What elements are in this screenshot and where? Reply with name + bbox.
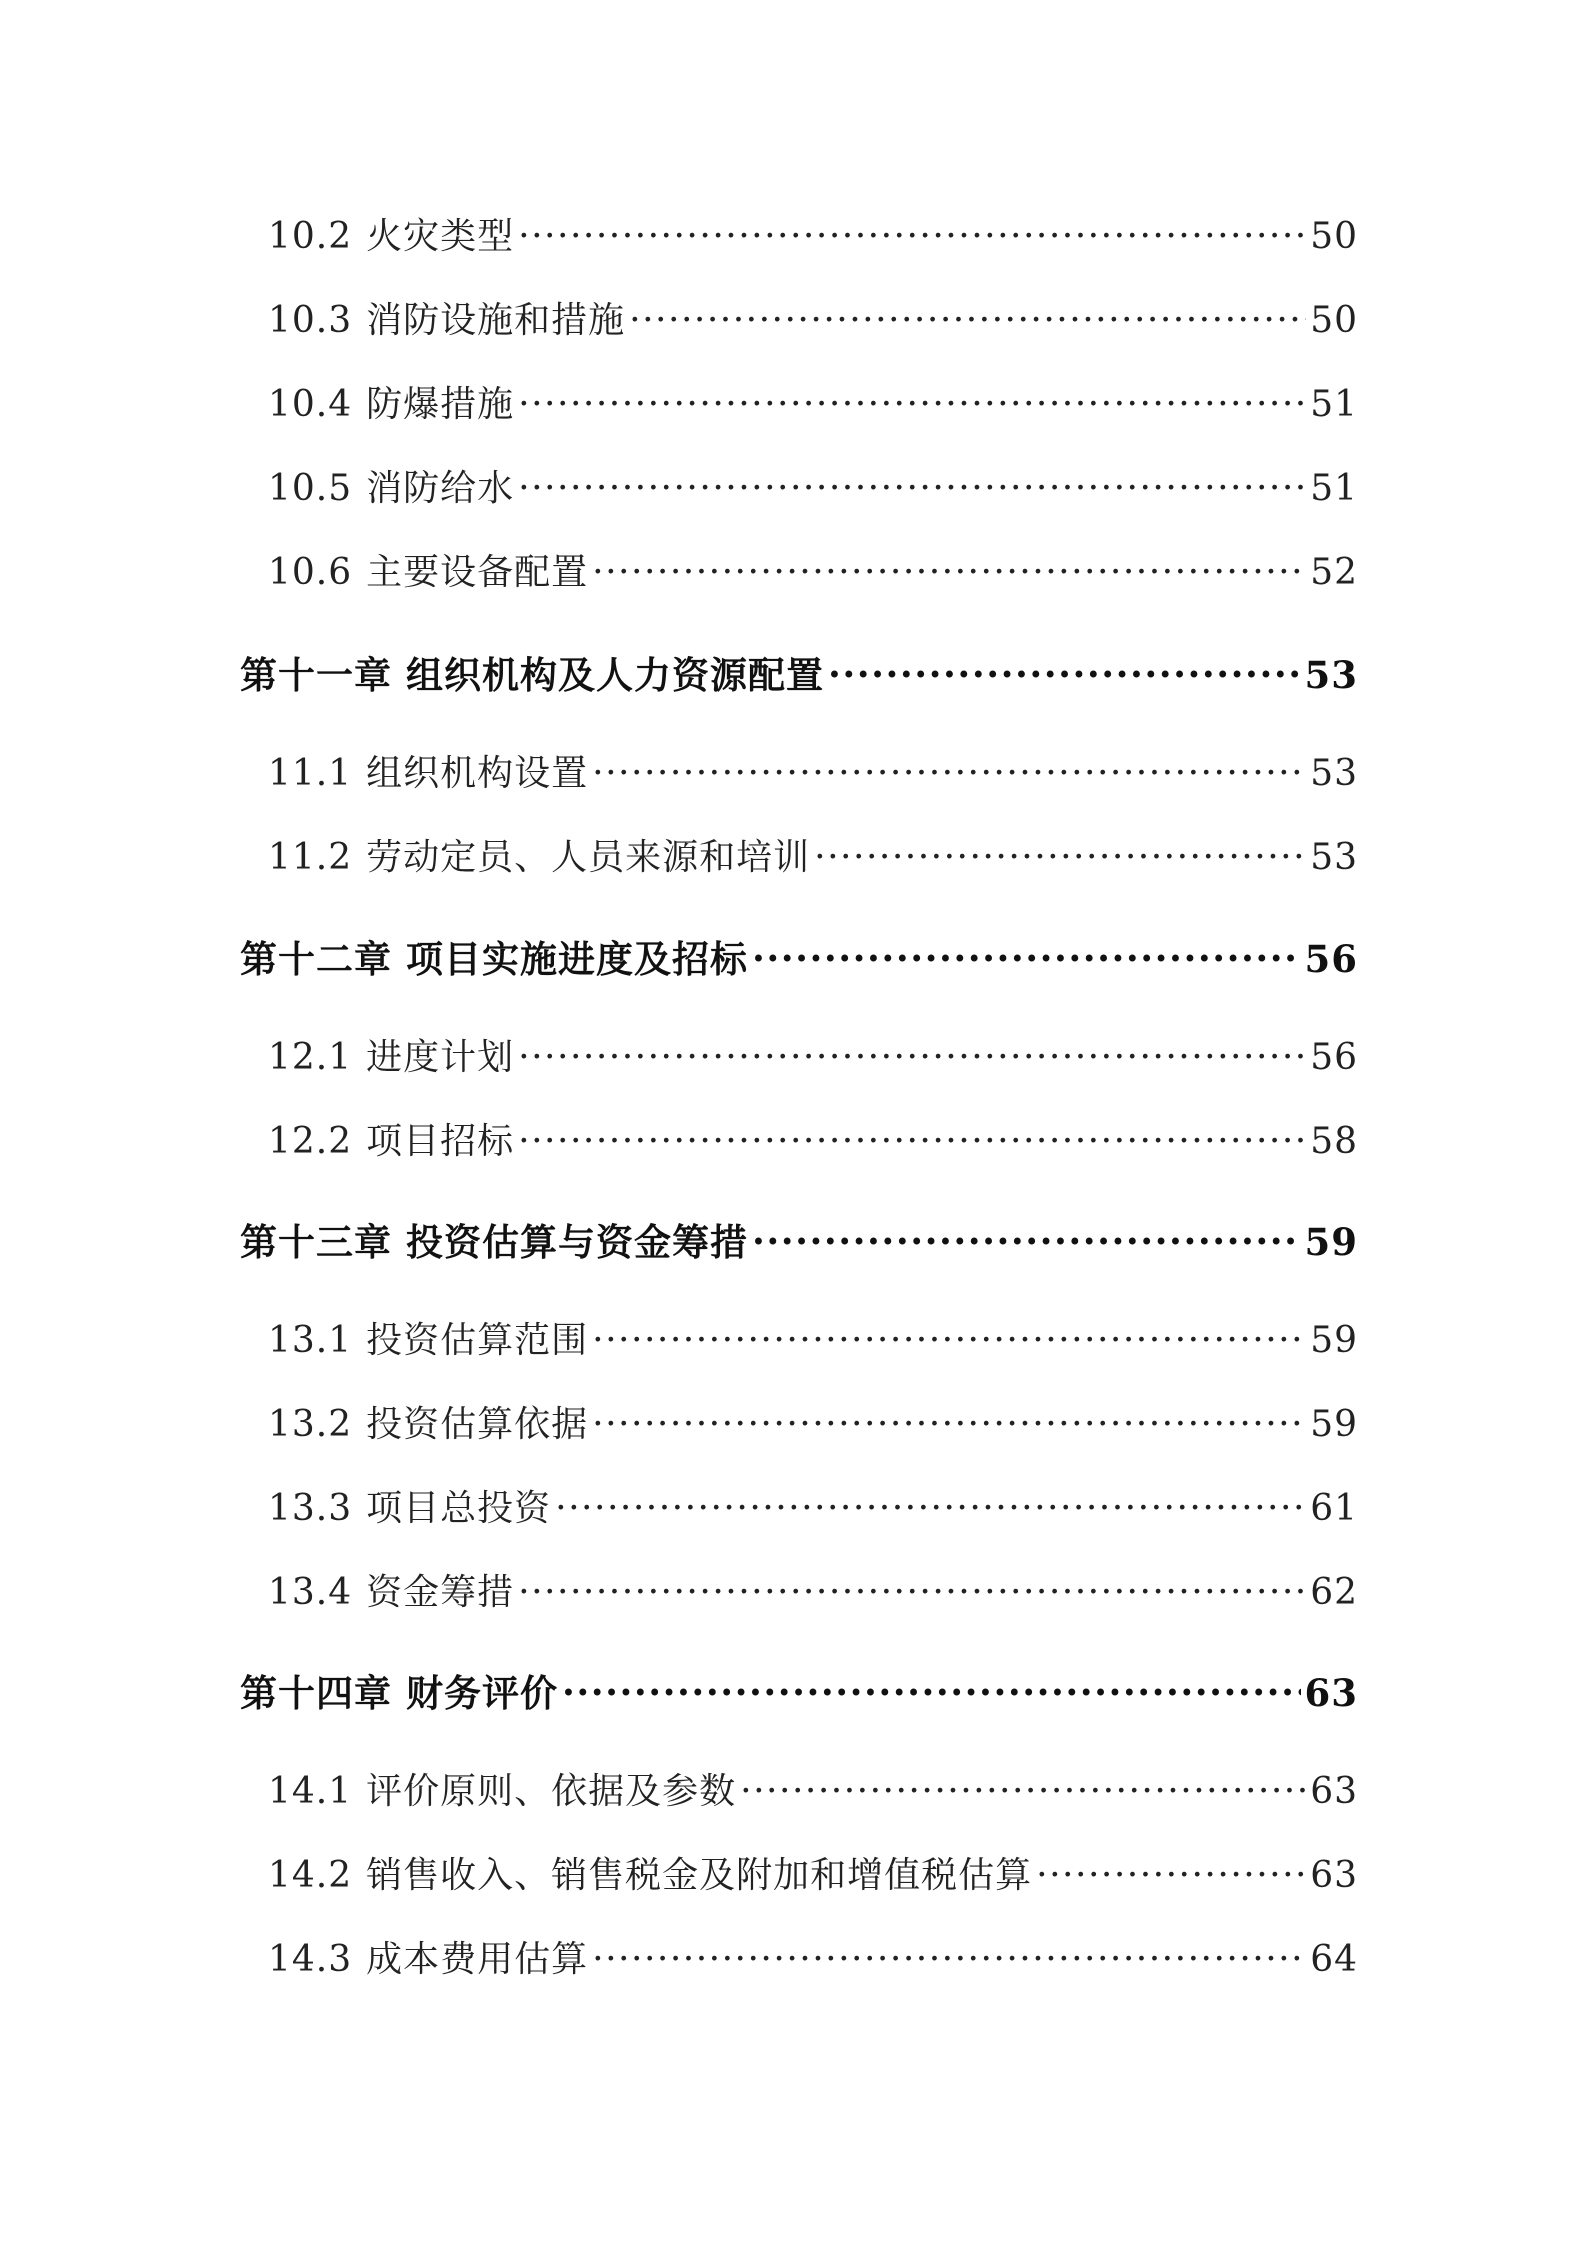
toc-chapter-number: 第十四章 (240, 1671, 392, 1715)
dot-leader (518, 1033, 1306, 1069)
toc-entry-page: 61 (1310, 1488, 1358, 1529)
toc-entry-number: 10.4 (268, 384, 353, 425)
dot-leader (828, 651, 1301, 688)
toc-entry-number: 14.1 (268, 1771, 353, 1812)
dot-leader (592, 548, 1306, 584)
toc-entry-page: 50 (1310, 216, 1358, 257)
toc-entry-page: 51 (1310, 384, 1358, 425)
toc-chapter-number: 第十二章 (240, 937, 392, 981)
toc-entry-number: 10.3 (268, 300, 353, 341)
toc-entry-title: 劳动定员、人员来源和培训 (366, 837, 811, 878)
toc-entry-14-3[interactable] (268, 1931, 1358, 1982)
toc-entry-10-3[interactable] (268, 292, 1358, 343)
toc-chapter-13[interactable] (240, 1212, 1358, 1266)
dot-leader (814, 833, 1306, 869)
toc-entry-title: 销售收入、销售税金及附加和增值税估算 (366, 1855, 1033, 1896)
toc-entry-title: 资金筹措 (366, 1572, 515, 1613)
toc-chapter-title: 投资估算与资金筹措 (406, 1220, 748, 1264)
toc-chapter-title: 组织机构及人力资源配置 (406, 653, 824, 697)
toc-entry-title: 防爆措施 (366, 384, 515, 425)
toc-entry-title: 投资估算依据 (366, 1404, 589, 1445)
toc-entry-13-2[interactable] (268, 1396, 1358, 1447)
toc-entry-13-3[interactable] (268, 1480, 1358, 1531)
toc-chapter-page: 53 (1304, 653, 1358, 697)
toc-entry-number: 14.2 (268, 1855, 353, 1896)
toc-entry-page: 52 (1310, 552, 1358, 593)
toc-entry-title: 消防给水 (366, 468, 515, 509)
toc-entry-page: 56 (1310, 1037, 1358, 1078)
toc-entry-page: 59 (1310, 1404, 1358, 1445)
dot-leader (752, 935, 1301, 972)
toc-entry-number: 13.2 (268, 1404, 353, 1445)
dot-leader (740, 1767, 1306, 1803)
toc-entry-page: 63 (1310, 1771, 1358, 1812)
toc-entry-title: 评价原则、依据及参数 (366, 1771, 737, 1812)
toc-entry-title: 组织机构设置 (366, 753, 589, 794)
toc-entry-page: 51 (1310, 468, 1358, 509)
toc-entry-10-6[interactable] (268, 544, 1358, 595)
toc-entry-title: 进度计划 (366, 1037, 515, 1078)
toc-entry-14-2[interactable] (268, 1847, 1358, 1898)
toc-entry-13-1[interactable] (268, 1312, 1358, 1363)
toc-chapter-page: 59 (1304, 1220, 1358, 1264)
toc-entry-11-2[interactable] (268, 829, 1358, 880)
toc-entry-page: 53 (1310, 753, 1358, 794)
toc-entry-11-1[interactable] (268, 745, 1358, 796)
toc-entry-number: 12.2 (268, 1121, 353, 1162)
toc-entry-title: 火灾类型 (366, 216, 515, 257)
toc-entry-number: 14.3 (268, 1939, 353, 1980)
toc-entry-page: 53 (1310, 837, 1358, 878)
dot-leader (518, 380, 1306, 416)
dot-leader (592, 749, 1306, 785)
dot-leader (555, 1484, 1306, 1520)
toc-entry-page: 64 (1310, 1939, 1358, 1980)
toc-chapter-number: 第十三章 (240, 1220, 392, 1264)
toc-entry-page: 58 (1310, 1121, 1358, 1162)
toc-chapter-12[interactable] (240, 929, 1358, 983)
toc-entry-12-2[interactable] (268, 1113, 1358, 1164)
dot-leader (518, 1568, 1306, 1604)
dot-leader (592, 1935, 1306, 1971)
dot-leader (518, 212, 1306, 248)
dot-leader (562, 1669, 1301, 1706)
dot-leader (518, 1117, 1306, 1153)
toc-chapter-number: 第十一章 (240, 653, 392, 697)
toc-entry-title: 项目总投资 (366, 1488, 552, 1529)
toc-chapter-title: 财务评价 (406, 1671, 558, 1715)
toc-chapter-11[interactable] (240, 645, 1358, 699)
toc-entry-number: 10.2 (268, 216, 353, 257)
toc-entry-page: 63 (1310, 1855, 1358, 1896)
toc-chapter-page: 63 (1304, 1671, 1358, 1715)
toc-entry-number: 13.4 (268, 1572, 353, 1613)
toc-entry-page: 50 (1310, 300, 1358, 341)
toc-entry-number: 13.1 (268, 1320, 353, 1361)
dot-leader (629, 296, 1306, 332)
toc-entry-number: 11.2 (268, 837, 353, 878)
toc-entry-number: 10.5 (268, 468, 353, 509)
toc-entry-number: 11.1 (268, 753, 353, 794)
dot-leader (518, 464, 1306, 500)
toc-entry-title: 主要设备配置 (366, 552, 589, 593)
dot-leader (592, 1316, 1306, 1352)
toc-entry-title: 投资估算范围 (366, 1320, 589, 1361)
dot-leader (1036, 1851, 1306, 1887)
toc-entry-page: 59 (1310, 1320, 1358, 1361)
toc-entry-12-1[interactable] (268, 1029, 1358, 1080)
toc-entry-14-1[interactable] (268, 1763, 1358, 1814)
toc-entry-13-4[interactable] (268, 1564, 1358, 1615)
toc-entry-title: 项目招标 (366, 1121, 515, 1162)
dot-leader (752, 1218, 1301, 1255)
toc-entry-page: 62 (1310, 1572, 1358, 1613)
toc-entry-10-2[interactable] (268, 208, 1358, 259)
toc-entry-number: 13.3 (268, 1488, 353, 1529)
dot-leader (592, 1400, 1306, 1436)
toc-chapter-14[interactable] (240, 1663, 1358, 1717)
toc-entry-10-5[interactable] (268, 460, 1358, 511)
toc-entry-number: 12.1 (268, 1037, 353, 1078)
toc-chapter-title: 项目实施进度及招标 (406, 937, 748, 981)
toc-entry-number: 10.6 (268, 552, 353, 593)
toc-entry-title: 消防设施和措施 (366, 300, 626, 341)
toc-entry-10-4[interactable] (268, 376, 1358, 427)
toc-entry-title: 成本费用估算 (366, 1939, 589, 1980)
toc-chapter-page: 56 (1304, 937, 1358, 981)
